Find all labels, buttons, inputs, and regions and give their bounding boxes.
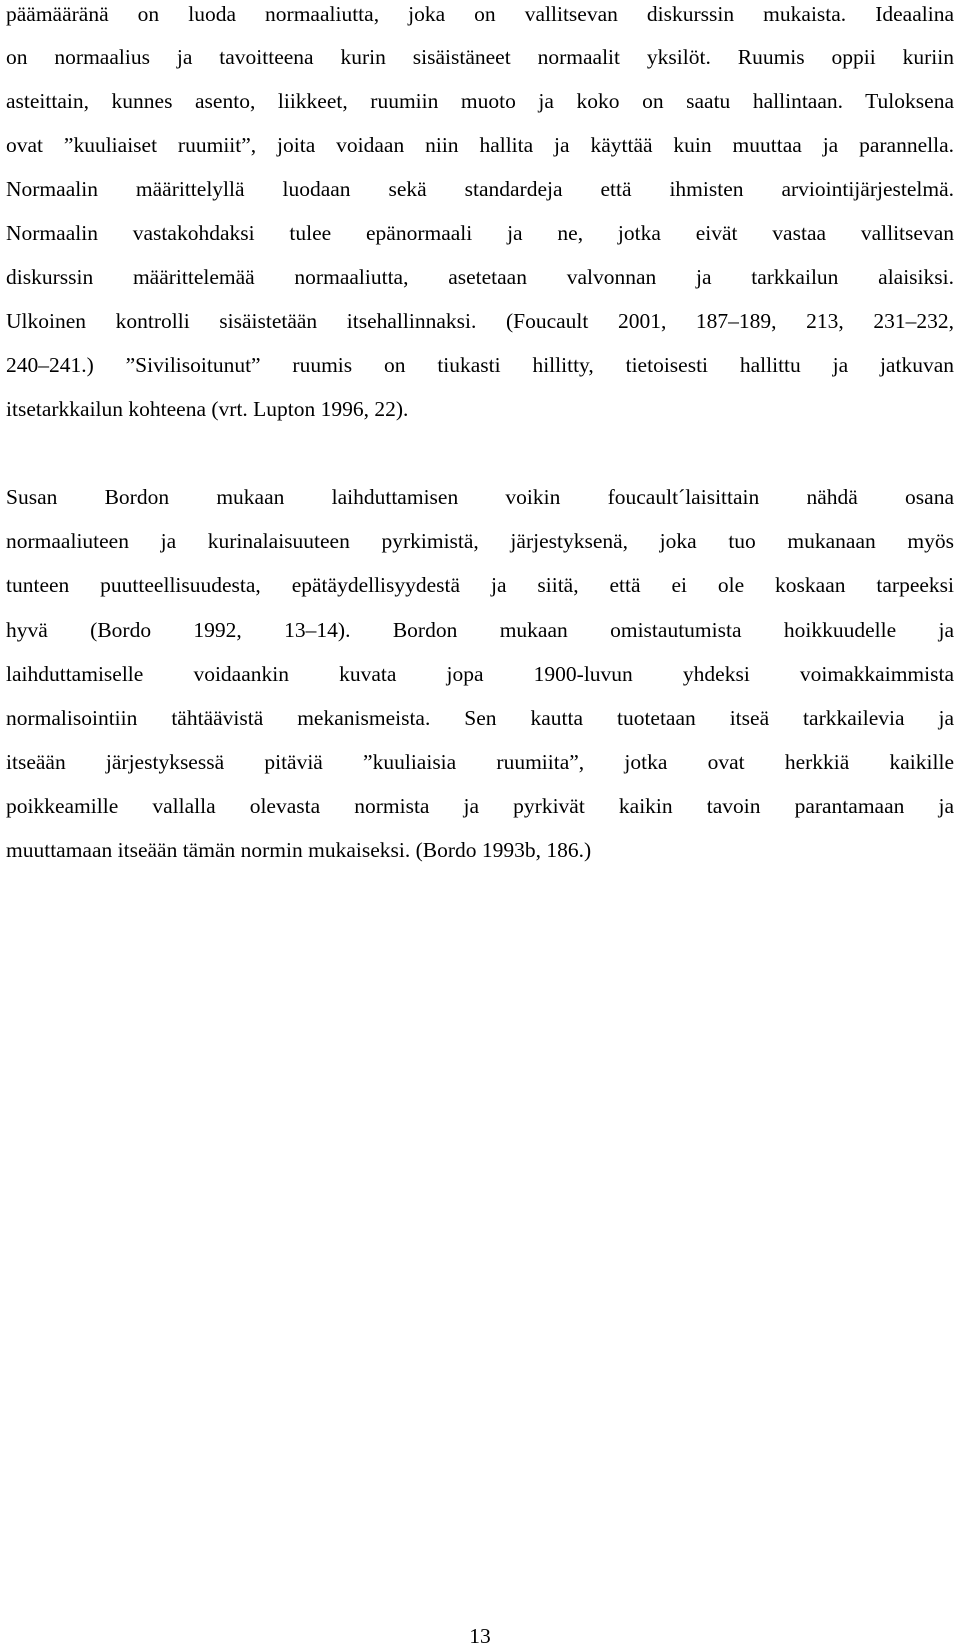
text-line: Susan Bordon mukaan laihduttamisen voikin foucault´laisittain nähdä osana [6,485,954,509]
text-line: diskurssin määrittelemää normaaliutta, asetetaan valvonnan ja tarkkailun alaisiksi. [6,265,954,289]
text-line: normalisointiin tähtäävistä mekanismeista. Sen kautta tuotetaan itseä tarkkailevia ja [6,706,954,730]
text-line: poikkeamille vallalla olevasta normista ja pyrkivät kaikin tavoin parantamaan ja [6,794,954,818]
text-line: 240–241.) ”Sivilisoitunut” ruumis on tiukasti hillitty, tietoisesti hallittu ja jatkuvan [6,353,954,377]
text-line: normaaliuteen ja kurinalaisuuteen pyrkimistä, järjestyksenä, joka tuo mukanaan myös [6,529,954,553]
text-line: ovat ”kuuliaiset ruumiit”, joita voidaan niin hallita ja käyttää kuin muuttaa ja parannella. [6,133,954,157]
text-line: itseään järjestyksessä pitäviä ”kuuliaisia ruumiita”, jotka ovat herkkiä kaikille [6,750,954,774]
text-line: muuttamaan itseään tämän normin mukaiseksi. (Bordo 1993b, 186.) [6,838,592,862]
text-line: hyvä (Bordo 1992, 13–14). Bordon mukaan omistautumista hoikkuudelle ja [6,618,954,642]
text-line: päämääränä on luoda normaaliutta, joka on vallitsevan diskurssin mukaista. Ideaalina [6,2,954,26]
text-line: Ulkoinen kontrolli sisäistetään itsehallinnaksi. (Foucault 2001, 187–189, 213, 231–232, [6,309,954,333]
text-line: asteittain, kunnes asento, liikkeet, ruumiin muoto ja koko on saatu hallintaan. Tuloksena [6,89,954,113]
text-line: tunteen puutteellisuudesta, epätäydellisyydestä ja siitä, että ei ole koskaan tarpeeksi [6,573,954,597]
page-number: 13 [469,1624,491,1648]
text-line: laihduttamiselle voidaankin kuvata jopa 1900-luvun yhdeksi voimakkaimmista [6,662,954,686]
text-line: Normaalin vastakohdaksi tulee epänormaali ja ne, jotka eivät vastaa vallitsevan [6,221,954,245]
text-line: on normaalius ja tavoitteena kurin sisäistäneet normaalit yksilöt. Ruumis oppii kuriin [6,45,954,69]
text-line: Normaalin määrittelyllä luodaan sekä standardeja että ihmisten arviointijärjestelmä. [6,177,954,201]
text-line: itsetarkkailun kohteena (vrt. Lupton 1996, 22). [6,397,409,421]
